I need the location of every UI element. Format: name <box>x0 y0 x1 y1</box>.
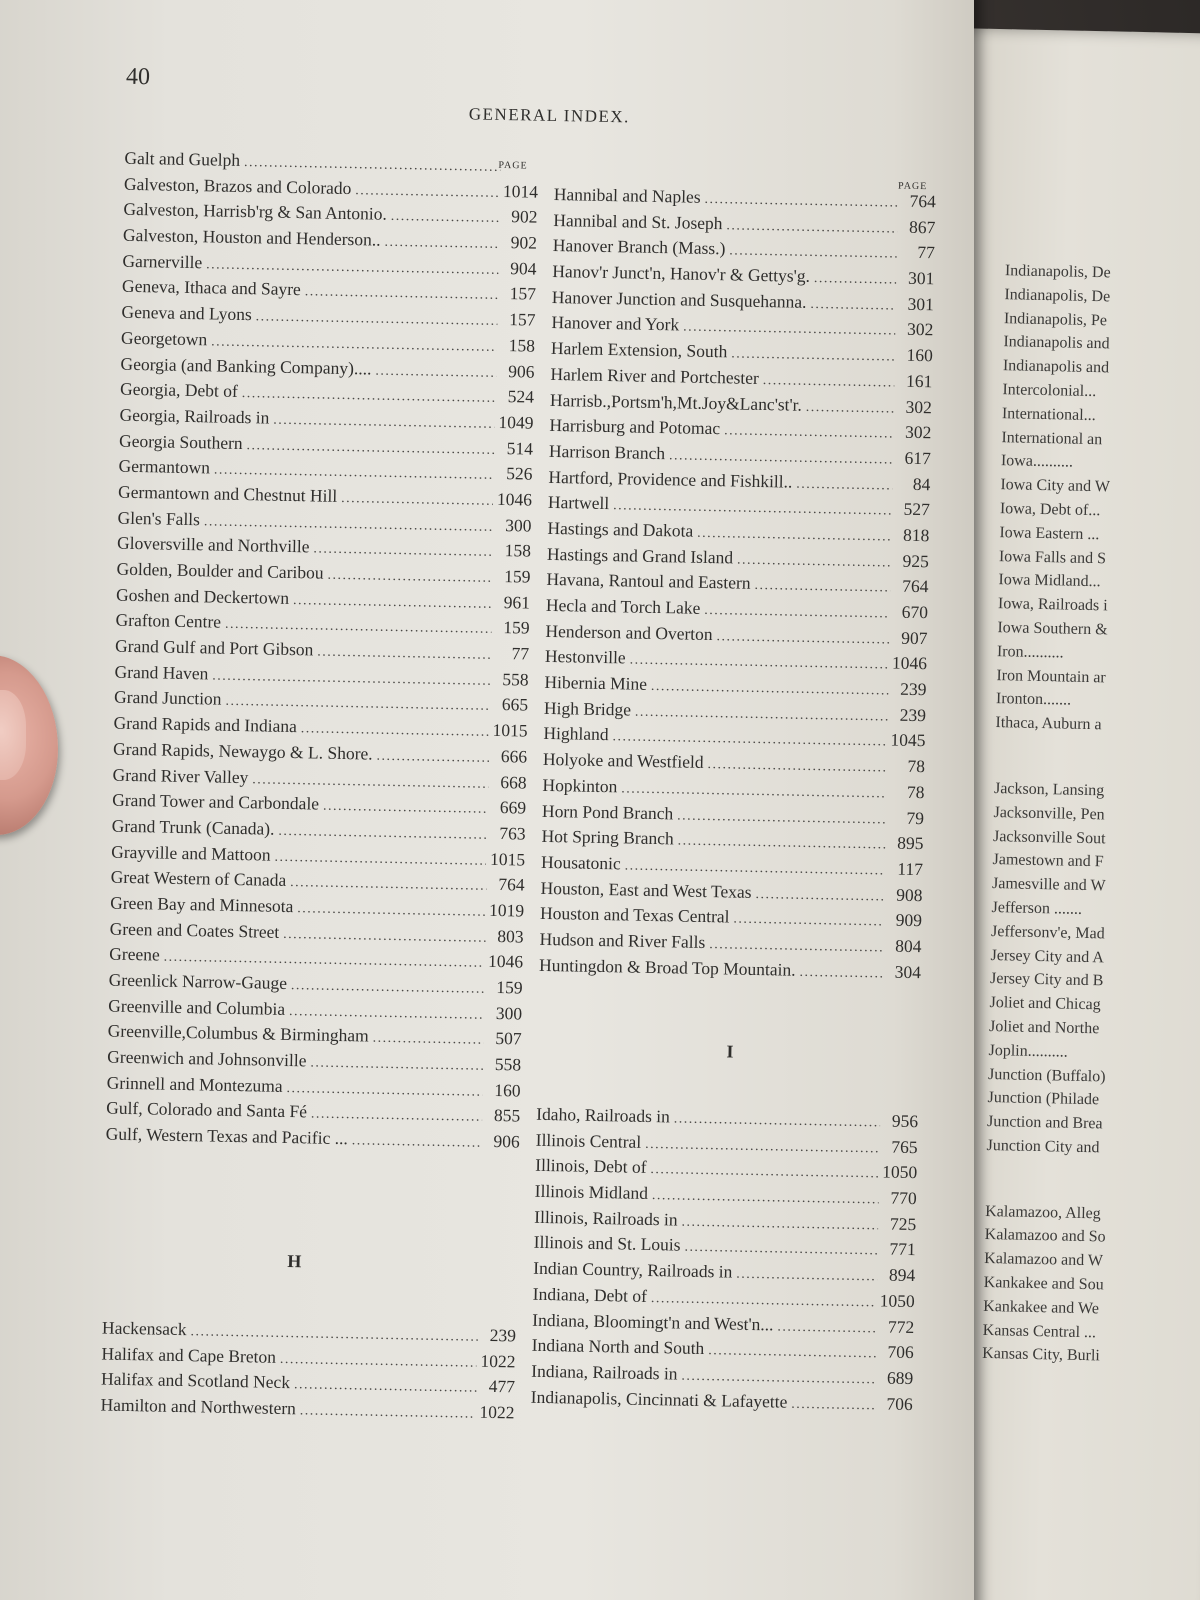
entry-name: Germantown <box>118 455 211 478</box>
entry-name: Grand Gulf and Port Gibson <box>114 635 314 660</box>
leader-dots <box>310 1051 483 1080</box>
leader-dots <box>291 973 485 1002</box>
right-index-entry: Kalamazoo, Alleg <box>985 1202 1101 1223</box>
entry-page: 725 <box>889 1213 917 1234</box>
leader-dots <box>352 1128 482 1156</box>
leader-dots <box>724 418 894 447</box>
entry-name: Grinnell and Montezuma <box>106 1072 283 1096</box>
right-index-entry: Indianapolis, Pe <box>1003 309 1108 329</box>
leader-dots <box>300 1398 476 1427</box>
entry-page: 906 <box>508 360 535 382</box>
entry-page: 78 <box>907 755 926 777</box>
entry-name: Indian Country, Railroads in <box>533 1257 733 1282</box>
entry-page: 1046 <box>496 488 533 510</box>
leader-dots <box>799 959 883 986</box>
entry-name: Gloversville and Northville <box>116 532 310 557</box>
entry-name: Harlem River and Portchester <box>550 363 760 388</box>
entry-name: Germantown and Chestnut Hill <box>117 481 338 506</box>
entry-name: Indianapolis, Cincinnati & Lafayette <box>530 1386 788 1412</box>
entry-name: Grand Haven <box>114 661 209 684</box>
entry-page: 764 <box>901 576 929 597</box>
leader-dots <box>317 640 491 669</box>
entry-page: 1015 <box>492 720 528 741</box>
entry-page: 772 <box>887 1316 915 1337</box>
entry-name: Geneva and Lyons <box>121 301 252 325</box>
right-index-entry: Iowa Falls and S <box>998 547 1107 567</box>
leader-dots <box>736 1262 877 1290</box>
entry-name: Gulf, Western Texas and Pacific ... <box>105 1123 349 1149</box>
entry-name: Indiana, Debt of <box>532 1283 648 1306</box>
entry-page: 961 <box>503 591 531 613</box>
leader-dots <box>327 563 492 592</box>
entry-name: Illinois Central <box>535 1129 642 1152</box>
entry-page: 160 <box>906 344 934 366</box>
entry-name: Greenlick Narrow-Gauge <box>108 969 288 993</box>
leader-dots <box>733 907 884 936</box>
entry-name: Hannibal and Naples <box>553 183 701 207</box>
leader-dots <box>704 598 890 627</box>
index-column-1 <box>106 146 539 1156</box>
entry-name: Illinois and St. Louis <box>533 1232 681 1256</box>
entry-name: Harrison Branch <box>548 440 666 464</box>
right-index-entry: Jefferson ....... <box>991 898 1083 918</box>
entry-page: 909 <box>895 909 923 931</box>
entry-page: 302 <box>906 319 934 340</box>
right-index-entry: Kansas City, Burli <box>982 1345 1101 1365</box>
entry-page: 514 <box>506 437 534 459</box>
entry-name: Hartwell <box>547 492 610 514</box>
entry-page: 895 <box>897 832 924 854</box>
entry-name: Hibernia Mine <box>544 671 648 694</box>
entry-page: 1049 <box>498 411 534 433</box>
entry-page: 906 <box>493 1131 520 1152</box>
leader-dots <box>796 471 892 499</box>
entry-page: 161 <box>905 370 933 392</box>
entry-name: Gulf, Colorado and Santa Fé <box>106 1097 308 1122</box>
entry-name: Glen's Falls <box>117 507 201 529</box>
entry-page: 1046 <box>891 652 928 674</box>
entry-name: Golden, Boulder and Caribou <box>116 558 324 583</box>
leader-dots <box>375 358 497 386</box>
right-index-entry: Kalamazoo and W <box>984 1250 1104 1270</box>
right-index-entry: Joliet and Chicag <box>989 994 1101 1014</box>
entry-name: Grand Rapids and Indiana <box>113 712 298 737</box>
entry-page: 1019 <box>488 899 525 921</box>
leader-dots <box>708 1338 876 1367</box>
right-index-entry: Iowa Southern & <box>997 619 1108 639</box>
right-index-entry: Junction (Buffalo) <box>987 1065 1106 1085</box>
entry-name: Grand Trunk (Canada). <box>111 815 275 839</box>
right-index-entry: Iron Mountain ar <box>996 666 1106 686</box>
entry-name: Hanov'r Junct'n, Hanov'r & Gettys'g. <box>552 261 811 286</box>
leader-dots <box>791 1391 875 1418</box>
entry-page: 1022 <box>480 1350 516 1372</box>
leader-dots <box>305 280 499 309</box>
entry-page: 239 <box>489 1324 517 1346</box>
page-column-label: PAGE <box>897 180 928 193</box>
entry-name: Indiana North and South <box>531 1334 705 1359</box>
entry-page: 689 <box>886 1367 914 1388</box>
entry-name: Grayville and Mattoon <box>110 841 271 865</box>
right-index-entry: Jacksonville Sout <box>992 827 1106 847</box>
leader-dots <box>810 292 896 319</box>
right-index-entry: Iowa.......... <box>1000 452 1074 472</box>
entry-page: 1050 <box>879 1290 915 1311</box>
entry-page: 526 <box>506 463 533 484</box>
entry-page: 867 <box>908 216 936 237</box>
entry-name: Greenville,Columbus & Birmingham <box>107 1020 369 1046</box>
right-index-entry: Junction and Brea <box>986 1113 1103 1133</box>
entry-page <box>504 171 538 172</box>
entry-page: 706 <box>886 1393 913 1414</box>
entry-page: 300 <box>505 514 532 536</box>
section-letter-h: H <box>287 1251 302 1272</box>
entry-name: Houston and Texas Central <box>539 903 730 927</box>
entry-name: Halifax and Cape Breton <box>101 1343 277 1367</box>
entry-page: 77 <box>917 242 936 263</box>
entry-name: High Bridge <box>543 697 632 720</box>
right-index-entry: Indianapolis and <box>1003 333 1110 353</box>
leader-dots <box>737 547 891 576</box>
entry-name: Hopkinton <box>542 774 618 797</box>
entry-page: 907 <box>900 627 928 648</box>
entry-name: Georgetown <box>120 327 208 350</box>
entry-page: 1022 <box>479 1401 515 1423</box>
entry-page: 803 <box>497 925 524 947</box>
entry-name: Idaho, Railroads in <box>536 1103 671 1127</box>
page-number: 40 <box>125 63 151 91</box>
entry-name: Goshen and Deckertown <box>115 584 290 608</box>
entry-page: 558 <box>502 668 529 690</box>
entry-page: 159 <box>503 617 530 638</box>
entry-name: Indiana, Railroads in <box>531 1360 678 1384</box>
entry-name: Halifax and Scotland Neck <box>100 1368 291 1393</box>
entry-name: Hastings and Grand Island <box>546 543 734 568</box>
right-index-entry: Indianapolis, De <box>1004 285 1111 306</box>
leader-dots <box>677 829 885 859</box>
leader-dots <box>681 1209 878 1238</box>
entry-name: Highland <box>543 723 609 745</box>
entry-page: 894 <box>888 1264 916 1286</box>
entry-page: 771 <box>889 1239 916 1260</box>
entry-page: 84 <box>912 473 931 494</box>
leader-dots <box>716 624 889 653</box>
entry-name: Galt and Guelph <box>124 147 241 170</box>
entry-name: Grafton Centre <box>115 610 222 633</box>
right-index-entry: Jackson, Lansing <box>993 779 1105 800</box>
entry-page: 902 <box>511 206 538 228</box>
leader-dots <box>674 1106 881 1136</box>
entry-name: Hamilton and Northwestern <box>100 1394 297 1419</box>
leader-dots <box>280 1347 477 1376</box>
entry-name: Hastings and Dakota <box>547 517 694 541</box>
entry-name: Galveston, Harrisb'rg & San Antonio. <box>123 199 388 225</box>
entry-name: Grand River Valley <box>112 764 249 787</box>
entry-page: 77 <box>511 643 530 664</box>
leader-dots <box>283 922 486 952</box>
entry-page: 302 <box>905 396 933 417</box>
right-index-entry: Kansas Central ... <box>982 1321 1097 1341</box>
entry-name: Greenville and Columbia <box>108 995 286 1019</box>
right-index-entry: Kalamazoo and So <box>984 1226 1106 1246</box>
index-column-2-i <box>531 1102 919 1418</box>
entry-name: Greenwich and Johnsonville <box>107 1046 307 1071</box>
entry-page: 956 <box>891 1110 919 1132</box>
entry-page: 706 <box>887 1341 914 1363</box>
entry-name: Hecla and Torch Lake <box>545 594 701 618</box>
right-index-entry: Intercolonial... <box>1002 381 1097 401</box>
entry-page: 158 <box>504 540 532 561</box>
entry-name: Hartford, Providence and Fishkill.. <box>548 466 793 492</box>
leader-dots <box>274 844 486 874</box>
entry-name: Harrisburg and Potomac <box>549 415 721 439</box>
entry-page: 855 <box>493 1105 521 1126</box>
entry-name: Greene <box>109 943 160 965</box>
entry-page: 159 <box>504 566 531 587</box>
entry-page: 301 <box>907 293 935 315</box>
right-index-entry: Jeffersonv'e, Mad <box>990 922 1105 943</box>
entry-name: Georgia Southern <box>118 430 243 453</box>
leader-dots <box>293 588 492 618</box>
leader-dots <box>286 1076 483 1105</box>
entry-page: 160 <box>494 1079 521 1101</box>
leader-dots <box>707 752 887 781</box>
leader-dots <box>806 394 894 421</box>
entry-name: Geneva, Ithaca and Sayre <box>121 276 301 300</box>
index-column-2 <box>539 182 936 985</box>
entry-name: Great Western of Canada <box>110 866 287 891</box>
entry-page: 477 <box>488 1376 516 1397</box>
entry-page: 764 <box>498 874 525 895</box>
entry-page: 818 <box>902 524 930 546</box>
entry-name: Hackensack <box>101 1317 187 1340</box>
entry-page: 804 <box>895 935 922 957</box>
entry-page: 239 <box>899 704 927 725</box>
entry-page: 157 <box>509 309 536 330</box>
entry-name: Green and Coates Street <box>109 918 280 942</box>
entry-page: 524 <box>507 386 535 407</box>
entry-page: 302 <box>904 421 932 443</box>
page-column-label: PAGE <box>498 159 528 172</box>
entry-name: Georgia (and Banking Company).... <box>120 353 372 378</box>
entry-name: Huntingdon & Broad Top Mountain. <box>538 954 796 980</box>
right-index-entry: International an <box>1001 428 1103 448</box>
entry-page: 666 <box>500 745 528 767</box>
entry-page: 1050 <box>881 1161 918 1183</box>
leader-dots <box>704 187 898 216</box>
entry-name: Hudson and River Falls <box>539 928 706 952</box>
entry-name: Hestonville <box>544 646 626 668</box>
entry-name: Harlem Extension, South <box>550 338 728 362</box>
entry-page: 239 <box>900 678 927 700</box>
entry-name: Illinois, Railroads in <box>534 1206 678 1230</box>
right-index-entry: International... <box>1001 404 1096 424</box>
leader-dots <box>294 1373 477 1402</box>
entry-name: Havana, Rantoul and Eastern <box>546 569 751 594</box>
entry-name: Hanover and York <box>551 312 680 335</box>
entry-name: Hot Spring Branch <box>541 826 674 849</box>
leader-dots <box>278 819 488 849</box>
right-index-entry: Junction (Philade <box>987 1089 1100 1109</box>
right-index-entry: Kankakee and We <box>983 1297 1100 1318</box>
leader-dots <box>754 573 890 601</box>
entry-name: Georgia, Railroads in <box>119 404 270 428</box>
entry-page: 904 <box>510 257 537 279</box>
entry-page: 78 <box>906 781 925 803</box>
entry-page: 669 <box>499 797 527 818</box>
entry-name: Georgia, Debt of <box>119 378 239 402</box>
leader-dots <box>313 537 493 566</box>
entry-page: 665 <box>501 694 529 716</box>
leader-dots <box>297 896 485 925</box>
entry-page: 159 <box>496 977 523 998</box>
right-index-entry: Iowa City and W <box>1000 476 1111 496</box>
entry-page: 670 <box>901 601 929 623</box>
right-index-entry: Kankakee and Sou <box>983 1274 1104 1294</box>
entry-name: Galveston, Brazos and Colorado <box>123 173 352 198</box>
entry-page: 1045 <box>890 729 926 751</box>
entry-page: 908 <box>896 884 923 905</box>
entry-page: 925 <box>902 550 930 571</box>
page-header: GENERAL INDEX. <box>468 104 631 127</box>
entry-page: 527 <box>903 498 931 520</box>
leader-dots <box>323 794 489 823</box>
entry-page: 158 <box>508 334 536 356</box>
entry-page: 558 <box>494 1054 522 1075</box>
entry-page: 1015 <box>489 848 526 870</box>
leader-dots <box>726 213 897 242</box>
entry-name: Green Bay and Minnesota <box>110 892 294 917</box>
entry-name: Henderson and Overton <box>545 620 713 644</box>
entry-page: 117 <box>897 858 924 880</box>
entry-name: Garnerville <box>122 250 203 272</box>
right-index-entry: Jacksonville, Pen <box>993 803 1105 824</box>
entry-name: Housatonic <box>540 851 621 874</box>
leader-dots <box>372 1026 483 1054</box>
leader-dots <box>391 204 500 232</box>
leader-dots <box>777 1314 876 1342</box>
entry-name: Hanover Branch (Mass.) <box>552 235 726 259</box>
right-index-entry: Indianapolis, De <box>1004 262 1111 282</box>
right-index-entry: Ithaca, Auburn a <box>995 714 1102 734</box>
index-column-1-h <box>100 1316 516 1427</box>
entry-name: Hannibal and St. Joseph <box>553 209 723 233</box>
entry-name: Grand Junction <box>113 687 222 710</box>
entry-page: 304 <box>894 961 922 982</box>
right-index-entry: Jamesville and W <box>991 875 1106 895</box>
right-index-entry: Indianapolis and <box>1002 357 1110 377</box>
right-index-entry: Iowa, Debt of... <box>999 500 1101 520</box>
entry-page: 617 <box>904 447 932 469</box>
entry-name: Harrisb.,Portsm'h,Mt.Joy&Lanc'st'r. <box>549 389 803 415</box>
entry-page: 79 <box>906 807 925 828</box>
right-index-entry: Jamestown and F <box>992 851 1104 871</box>
entry-page: 765 <box>891 1136 918 1157</box>
right-index-entry: Junction City and <box>986 1136 1100 1157</box>
entry-page: 668 <box>500 771 527 793</box>
section-letter-i: I <box>726 1041 734 1062</box>
leader-dots <box>677 803 886 833</box>
entry-page: 157 <box>509 283 537 305</box>
entry-page: 300 <box>495 1002 523 1024</box>
entry-page: 764 <box>909 190 937 212</box>
entry-name: Holyoke and Westfield <box>542 748 704 773</box>
entry-page: 301 <box>907 267 935 289</box>
entry-page: 763 <box>499 822 526 844</box>
leader-dots <box>755 882 884 910</box>
entry-page: 1014 <box>502 180 539 202</box>
right-index-entry: Iowa Midland... <box>998 571 1101 591</box>
entry-name: Galveston, Houston and Henderson.. <box>122 224 381 250</box>
leader-dots <box>814 266 897 293</box>
entry-name: Indiana, Bloomingt'n and West'n... <box>532 1309 774 1334</box>
right-index-entry: Joplin.......... <box>988 1041 1068 1061</box>
leader-dots <box>290 870 487 899</box>
right-index-entry: Joliet and Northe <box>988 1017 1100 1038</box>
entry-page: 507 <box>495 1028 522 1049</box>
right-index-entry: Iron.......... <box>996 642 1064 662</box>
right-index-entry: Jersey City and B <box>989 970 1104 990</box>
entry-name: Illinois, Debt of <box>535 1155 647 1178</box>
leader-dots <box>376 743 489 771</box>
entry-name: Grand Tower and Carbondale <box>111 789 320 814</box>
right-index-entry: Jersey City and A <box>990 946 1105 966</box>
entry-name: Horn Pond Branch <box>541 800 674 823</box>
entry-page: 902 <box>510 232 538 253</box>
entry-page: 770 <box>890 1187 917 1209</box>
entry-name: Houston, East and West Texas <box>540 877 752 902</box>
leader-dots <box>384 230 499 258</box>
entry-name: Hanover Junction and Susquehanna. <box>551 286 807 312</box>
entry-name: Illinois Midland <box>534 1180 649 1204</box>
right-index-entry: Iowa Eastern ... <box>999 523 1100 543</box>
entry-page: 1046 <box>487 951 524 972</box>
leader-dots <box>341 486 493 515</box>
entry-name: Grand Rapids, Newaygo & L. Shore. <box>112 738 373 764</box>
right-index-entry: Iowa, Railroads i <box>997 595 1108 615</box>
right-index-entry: Ironton....... <box>995 690 1072 709</box>
